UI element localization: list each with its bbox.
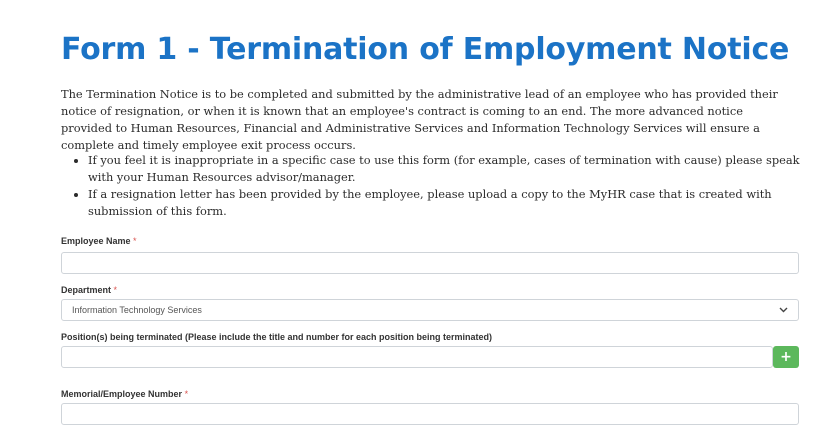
employee-name-label-text: Employee Name: [61, 236, 131, 246]
positions-input[interactable]: [61, 346, 773, 368]
employee-number-input[interactable]: [61, 403, 799, 425]
list-item: • If you feel it is inappropriate in a specific case to use this form (for example, cases of termination with cause) please speak with your Human Resources advisor/manager.: [88, 152, 818, 186]
department-label: [61, 284, 117, 296]
positions-label: Position(s) being terminated (Please include the title and number for each position being terminated): [61, 332, 493, 342]
required-marker: *: [133, 236, 137, 246]
page-title: Form 1 - Termination of Employment Notice: [61, 32, 790, 67]
department-select[interactable]: [61, 299, 799, 321]
employee-name-label: [61, 235, 137, 247]
instructions-list: [61, 152, 818, 220]
employee-number-label: [61, 388, 188, 400]
chevron-down-icon: [779, 306, 788, 315]
required-marker: *: [184, 389, 189, 399]
department-label-text: Department: [61, 285, 112, 295]
plus-icon: +: [780, 349, 792, 365]
department-selected-value: Information Technology Services: [72, 305, 202, 315]
add-position-button[interactable]: [773, 346, 799, 368]
list-item: • If a resignation letter has been provided by the employee, please upload a copy to the MyHR case that is created with submission of this form.: [88, 186, 818, 220]
required-marker: *: [113, 285, 118, 295]
employee-number-label-text: Memorial/Employee Number: [61, 389, 183, 399]
employee-name-input[interactable]: [61, 252, 799, 274]
intro-paragraph: The Termination Notice is to be completed and submitted by the administrative lead of an employee who has provided their notice of resignation, or when it is known that an employee's contract is coming to an end. The more advanced notice provided to Human Resources, Financial and Administrative Services and Information Technology Services will ensure a complete and timely employee exit process occurs.: [61, 87, 778, 152]
